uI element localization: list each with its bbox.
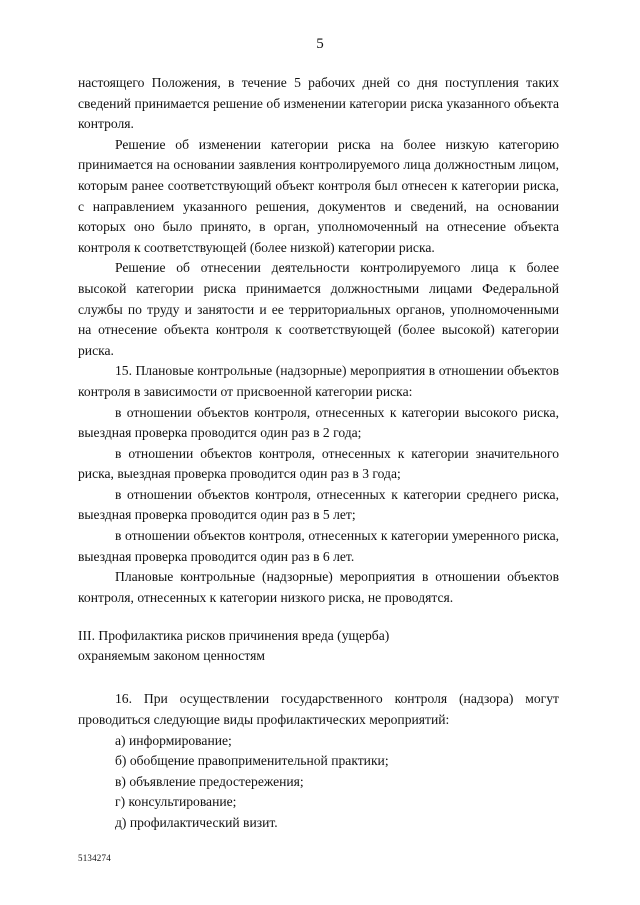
section-heading [78,626,559,666]
document-code: 5134274 [78,853,111,863]
list-item: а) информирование; [115,732,232,748]
paragraph-moderate-risk: в отношении объектов контроля, отнесенных к категории умеренного риска, выездная проверка проводится один раз в 6 лет. [78,528,559,564]
paragraph-lower-category: Решение об изменении категории риска на более низкую категорию принимается на основании заявления контролируемого лица должностным лицом, которым ранее соответствующий объект контроля был отнесен к категории риска, с направлением указанного решения, документов и сведений, на основании которых оно было принято, в орган, уполномоченный на отнесение объекта контроля к соответствующей (более низкой) категории риска. [78,136,559,255]
section-heading-line-2: охраняемым законом ценностям [78,648,265,664]
paragraph-medium-risk: в отношении объектов контроля, отнесенных к категории среднего риска, выездная проверка проводится один раз в 5 лет; [78,486,559,523]
paragraph-low-risk: Плановые контрольные (надзорные) мероприятия в отношении объектов контроля, отнесенных к категории низкого риска, не проводятся. [78,569,559,605]
paragraph-continuation: настоящего Положения, в течение 5 рабочих дней со дня поступления таких сведений принимается решение об изменении категории риска указанного объекта контроля. [78,75,559,132]
paragraph-clause-16: 16. При осуществлении государственного контроля (надзора) могут проводиться следующие виды профилактических мероприятий: [78,691,559,728]
list-item: в) объявление предостережения; [115,773,304,789]
section-heading-line-1: III. Профилактика рисков причинения вреда (ущерба) [78,628,390,644]
list-item: г) консультирование; [115,794,237,810]
paragraph-significant-risk: в отношении объектов контроля, отнесенных к категории значительного риска, выездная проверка проводится один раз в 3 года; [78,445,559,482]
page-number: 5 [316,36,324,52]
paragraph-clause-15: 15. Плановые контрольные (надзорные) мероприятия в отношении объектов контроля в зависимости от присвоенной категории риска: [78,363,559,399]
document-body [78,73,559,834]
paragraph-high-risk: в отношении объектов контроля, отнесенных к категории высокого риска, выездная проверка проводится один раз в 2 года; [78,404,559,441]
paragraph-higher-category: Решение об отнесении деятельности контролируемого лица к более высокой категории риска принимается должностными лицами Федеральной службы по труду и занятости и ее территориальных органов, уполномоченными на отнесение объекта контроля к соответствующей (более высокой) категории риска. [78,260,559,358]
list-item: д) профилактический визит. [115,815,278,830]
list-item: б) обобщение правоприменительной практики; [115,753,389,769]
